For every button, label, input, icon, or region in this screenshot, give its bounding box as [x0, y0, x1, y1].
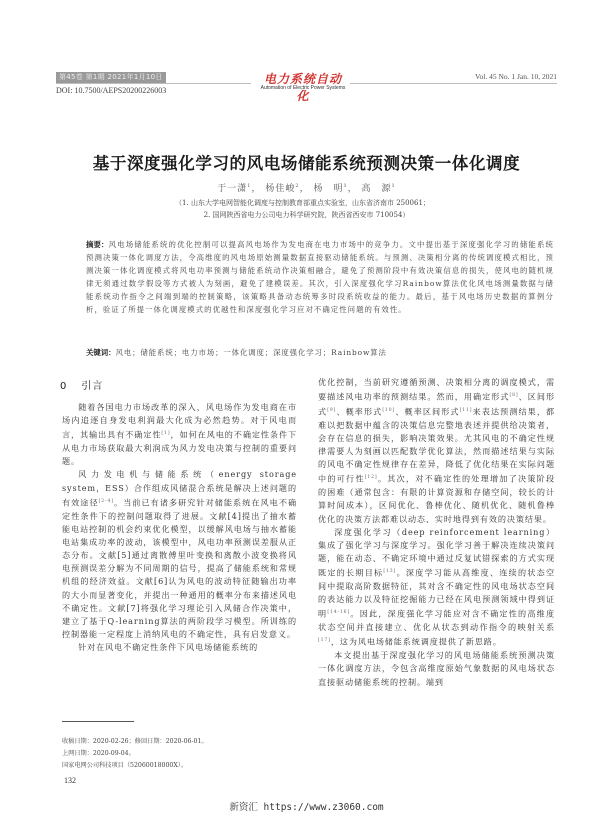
paragraph: 优化控制，当前研究遵循预测、决策相分离的调度模式，需要描述风电功率的预测结果。然而，用确定形式[8]、区间形式[9]、概率形式[10]、概率区间形式[11]来表达预测结果，都难以把数据中蕴含的决策信息完整地表述并提供给决策者，会存在信息的损失，影响决策效果。尤其风电的不确定性规律需要人为刻画以匹配数学优化算法，然而描述结果与实际的风电不确定性规律存在差异，降低了优化结果在实际问题中的可行性[12]。其次，对不确定性的处理增加了决策阶段的困难（通常包含：有限的计算资源和存储空间，较长的计算时间成本），区间优化、鲁棒优化、随机优化、随机鲁棒优化的决策方法都难以动态、实时地得到有效的决策结果。	[318, 377, 555, 524]
author: 高 源	[361, 184, 392, 194]
footnote-online-date: 上网日期：2020-09-04。	[62, 749, 135, 757]
abstract-text: 风电场储能系统的优化控制可以提高风电场作为发电商在电力市场中的竞争力。文中提出基于深度强化学习的储能系统预测决策一体化调度方法，令高维度的风电场原始测量数据直接驱动储能系统。与预测、决策相分离的传统调度模式相比，预测决策一体化调度模式将风电功率预测与储能系统动作决策相融合，避免了预测阶段中有效决策信息的损失，使风电的随机规律无须通过数学假设等方式被人为刻画，避免了建模误差。其次，引入深度强化学习Rainbow算法优化风电场测量数据与储能系统动作指令之间端到端的控制策略，该策略具备动态统筹多时段系统收益的能力。最后，基于风电场历史数据的算例分析，验证了所提一体化调度模式的优越性和深度强化学习应对不确定性问题的有效性。	[86, 240, 554, 315]
abstract-label: 摘要：	[86, 240, 109, 249]
article-title: 基于深度强化学习的风电场储能系统预测决策一体化调度	[92, 154, 521, 173]
volume-info: Vol. 45 No. 1 Jan. 10, 2021	[475, 72, 557, 81]
journal-name-en: Automation of Electric Power Systems	[260, 85, 346, 91]
citation[interactable]: [17]	[318, 638, 331, 644]
issue-badge: 第45卷 第1期 2021年1月10日	[56, 72, 166, 83]
author: 杨佳峻	[265, 184, 296, 194]
paragraph: 针对在风电不确定性条件下风电场储能系统的	[78, 642, 259, 653]
citation[interactable]: [13]	[383, 569, 397, 575]
citation[interactable]: [11]	[459, 408, 473, 413]
affiliation-1: （1. 山东大学电网智能化调度与控制教育部重点实验室，山东省济南市 250061；	[175, 199, 430, 207]
footnote-funding: 国家电网公司科技项目（52060018000X）。	[62, 761, 188, 769]
page-number: 132	[64, 776, 76, 785]
keywords-text: 风电；储能系统；电力市场；一体化调度；深度强化学习；Rainbow算法	[115, 348, 387, 357]
paragraph: 本文提出基于深度强化学习的风电场储能系统预测决策一体化调度方法，令包含高维度原始气象数据的风电场状态直接驱动储能系统的控制。端到	[318, 650, 555, 687]
section-heading	[60, 377, 103, 392]
citation[interactable]: [1]	[161, 431, 171, 437]
paragraph: 风力发电机与储能系统（energy storage system，ESS）合作组成风储混合系统是解决上述问题的有效途径[2-4]。当前已有诸多研究针对储能系统在风电不确定性条件下的控制问题取得了进展。文献[4]提出了抽水蓄能电站控制的机会约束优化模型，以缓解风电场与抽水蓄能电站集成功率的波动，该模型中，风电功率预测误差服从正态分布。文献[5]通过离散傅里叶变换和离散小波变换将风电预测误差分解为不同周期的信号，提高了储能系统和常规机组的经济效益。文献[6]认为风电的波动特征随输出功率的大小而显著变化，并提出一种通用的概率分布来描述风电不确定性。文献[7]将强化学习理论引入风储合作决策中，建立了基于Q-learning算法的两阶段学习模型。所训练的控制器能一定程度上消纳风电的不确定性，具有启发意义。	[62, 469, 297, 640]
footnotes	[62, 736, 297, 771]
header-divider-right	[350, 83, 557, 84]
citation[interactable]: [8]	[509, 393, 519, 399]
watermark-link[interactable]: 新资汇 https://www.z3060.com	[229, 802, 384, 813]
citation[interactable]: [14-16]	[327, 610, 351, 616]
citation[interactable]: [12]	[364, 475, 378, 481]
paragraph: 随着各国电力市场改革的深入，风电场作为发电商在市场内追逐自身发电利润最大化成为必然趋势。对于风电而言，其输出具有不确定性[1]，如何在风电的不确定性条件下从电力市场获取最大利润成为风力发电决策与控制的重要问题。	[62, 402, 297, 467]
body-column-right	[318, 376, 555, 689]
author: 于一潇	[217, 184, 248, 194]
footnote-divider	[62, 721, 134, 722]
keywords	[86, 346, 554, 359]
abstract	[86, 238, 554, 317]
section-number: 0	[60, 381, 68, 392]
footnote-dates: 收稿日期：2020-02-26；修回日期：2020-06-01。	[62, 738, 208, 745]
journal-logo: 电力系统自动化	[263, 72, 342, 103]
body-column-left	[62, 401, 297, 654]
doi: DOI: 10.7500/AEPS20200226003	[56, 86, 167, 95]
section-title: 引言	[81, 381, 104, 392]
citation[interactable]: [10]	[382, 408, 396, 413]
header-divider-left	[56, 83, 251, 84]
citation[interactable]: [2-4]	[98, 498, 114, 504]
keywords-label: 关键词：	[86, 348, 116, 357]
paragraph: 深度强化学习（deep reinforcement learning）集成了强化学习与深度学习。强化学习善于解决连续决策问题，能在动态、不确定环境中通过反复试错探索的方式实现既定的长期目标[13]。深度学习能从高维度、连续的状态空间中提取高阶数据特征，其对含不确定性的风电场状态空间的表达能力以及特征挖掘能力已经在风电预测领域中得到证明[14-16]。因此，深度强化学习能应对含不确定性的高维度状态空间并直接建立、优化从状态到动作指令的映射关系[17]，这为风电场储能系统调度提供了新思路。	[318, 526, 555, 648]
affiliation-2: 2. 国网陕西省电力公司电力科学研究院，陕西省西安市 710054）	[203, 211, 410, 219]
author: 杨 明	[313, 184, 344, 194]
citation[interactable]: [9]	[327, 408, 337, 413]
author-list: 于一潇$^1$， 杨佳峻$^2$， 杨 明$^1$， 高 源$^1$	[217, 183, 396, 194]
